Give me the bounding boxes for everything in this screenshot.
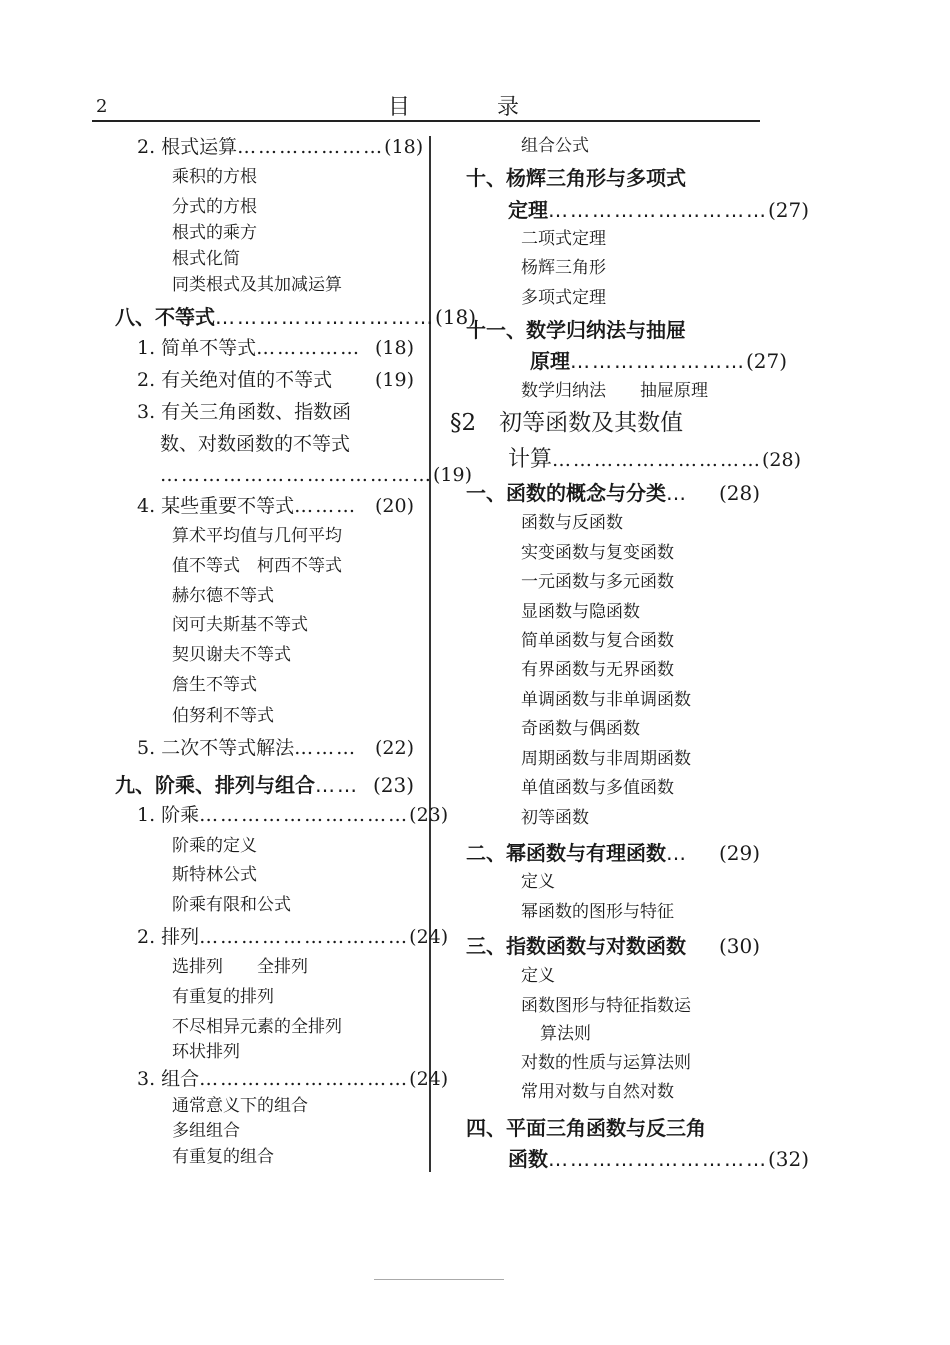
toc-entry-text: 不尽相异元素的全排列: [172, 1017, 342, 1037]
toc-entry-page: (24): [409, 926, 449, 948]
toc-entry-text: 伯努利不等式: [172, 706, 274, 726]
toc-subtopic: [521, 1084, 674, 1101]
toc-subtopic: [172, 959, 308, 976]
toc-subtopic: [521, 968, 555, 985]
toc-entry-leader: …………………………: [199, 804, 410, 826]
toc-entry-text: 单调函数与非单调函数: [521, 690, 691, 710]
toc-subtopic: [172, 558, 342, 575]
toc-entry-text: 2. 有关绝对值的不等式: [137, 369, 333, 391]
header-rule: [92, 120, 760, 122]
toc-entry-page: (20): [374, 495, 414, 517]
toc-entry-text: 根式化简: [172, 249, 240, 269]
toc-entry-leader: ………: [294, 495, 358, 517]
toc-entry-text: 分式的方根: [172, 197, 257, 217]
toc-subtopic: [172, 1123, 240, 1140]
toc-entry-text: 环状排列: [172, 1042, 240, 1062]
toc-entry-page: (18): [384, 136, 424, 158]
toc-entry-text: 杨辉三角形: [521, 258, 606, 278]
toc-entry-text: 计算: [508, 447, 553, 472]
toc-subtopic: [172, 1044, 240, 1061]
toc-entry-text: 多项式定理: [521, 288, 606, 308]
toc-entry-text: 算术平均值与几何平均: [172, 526, 342, 546]
toc-entry-text: 值不等式 柯西不等式: [172, 556, 342, 576]
toc-entry-text: 斯特林公式: [172, 865, 257, 885]
toc-subtopic: [172, 1149, 274, 1166]
scan-mark: [374, 1279, 504, 1280]
toc-entry-page: (19): [433, 464, 473, 486]
toc-entry-text: 乘积的方根: [172, 167, 257, 187]
toc-entry-text: 实变函数与复变函数: [521, 543, 674, 563]
toc-entry-text: 组合公式: [521, 136, 589, 156]
toc-subtopic: [521, 662, 674, 679]
toc-entry-leader: …: [666, 841, 688, 865]
toc-entry-text: 单值函数与多值函数: [521, 778, 674, 798]
toc-subtopic: [172, 897, 291, 914]
toc-entry: [137, 1068, 449, 1090]
toc-entry-leader: ……: [315, 773, 359, 797]
toc-entry: [137, 497, 414, 516]
toc-entry-text: 1. 阶乘: [137, 804, 200, 826]
toc-subtopic: [521, 383, 708, 400]
toc-subtopic: [521, 545, 674, 562]
toc-entry-text: 函数与反函数: [521, 513, 623, 533]
toc-subtopic: [521, 692, 691, 709]
toc-entry-text: 契贝谢夫不等式: [172, 645, 291, 665]
toc-entry-text: 有重复的组合: [172, 1147, 274, 1167]
toc-subtopic: [521, 721, 640, 738]
toc-entry-text: 初等函数: [521, 808, 589, 828]
toc-entry-text: 函数: [508, 1147, 548, 1171]
toc-subtopic: [521, 904, 674, 921]
toc-entry-text: 定义: [521, 872, 555, 892]
toc-entry: [160, 435, 350, 454]
toc-entry-leader: ……………………: [570, 349, 746, 373]
toc-entry: [137, 804, 449, 826]
toc-subtopic: [172, 277, 342, 294]
toc-entry-text: 幂函数的图形与特征: [521, 902, 674, 922]
toc-subtopic: [172, 199, 257, 216]
column-divider: [429, 136, 431, 1172]
toc-entry-page: (22): [374, 737, 414, 759]
toc-entry-page: (27): [768, 198, 810, 222]
toc-subtopic: [540, 1026, 591, 1043]
toc-entry-text: 定理: [508, 198, 548, 222]
toc-entry-leader: ………: [294, 737, 358, 759]
toc-subtopic: [521, 751, 691, 768]
toc-entry-page: (19): [374, 369, 414, 391]
toc-entry-leader: …………………: [237, 136, 385, 158]
toc-section: [115, 305, 477, 329]
toc-section: [466, 1118, 706, 1138]
toc-entry: [137, 339, 414, 358]
toc-entry-page: (32): [768, 1147, 810, 1171]
toc-entry-text: 2. 排列: [137, 926, 200, 948]
toc-entry-text: 一、函数的概念与分类: [466, 481, 666, 505]
toc-entry-text: 对数的性质与运算法则: [521, 1053, 691, 1073]
toc-entry-text: 赫尔德不等式: [172, 586, 274, 606]
toc-entry-text: 数、对数函数的不等式: [160, 433, 351, 455]
toc-entry: [137, 371, 414, 390]
toc-subtopic: [172, 647, 291, 664]
toc-subtopic: [172, 838, 257, 855]
toc-entry-text: 函数图形与特征指数运: [521, 996, 691, 1016]
toc-entry-text: 显函数与隐函数: [521, 602, 640, 622]
toc-entry-text: 5. 二次不等式解法: [137, 737, 295, 759]
toc-chapter: [508, 447, 802, 472]
toc-subtopic: [521, 515, 623, 532]
toc-entry-text: 通常意义下的组合: [172, 1096, 308, 1116]
toc-entry-text: 阶乘的定义: [172, 836, 257, 856]
toc-entry-text: 3. 组合: [137, 1068, 200, 1090]
page-number: 2: [96, 96, 108, 117]
toc-entry-text: 二项式定理: [521, 229, 606, 249]
toc-entry-text: 四、平面三角函数与反三角: [466, 1116, 706, 1140]
toc-section: [466, 320, 686, 340]
toc-entry: [160, 464, 473, 486]
toc-subtopic: [521, 260, 606, 277]
toc-subtopic: [172, 677, 257, 694]
toc-entry-text: 十、杨辉三角形与多项式: [466, 166, 686, 190]
toc-entry-text: 算法则: [540, 1024, 591, 1044]
toc-subtopic: [521, 874, 555, 891]
toc-entry-text: 十一、数学归纳法与抽屉: [466, 318, 686, 342]
toc-section: [466, 843, 760, 863]
toc-entry-text: 有界函数与无界函数: [521, 660, 674, 680]
toc-entry-page: (30): [718, 934, 760, 958]
toc-entry-text: 一元函数与多元函数: [521, 572, 674, 592]
toc-entry-page: (28): [762, 449, 802, 471]
toc-entry-page: (24): [409, 1068, 449, 1090]
toc-entry-page: (28): [718, 481, 760, 505]
toc-chapter: [450, 412, 683, 435]
toc-entry: [137, 739, 414, 758]
toc-entry-text: 1. 简单不等式: [137, 337, 257, 359]
toc-subtopic: [172, 617, 308, 634]
toc-entry-text: 2. 根式运算: [137, 136, 238, 158]
toc-entry-leader: ……………: [256, 337, 362, 359]
toc-subtopic: [172, 225, 257, 242]
toc-section: [530, 349, 788, 373]
toc-subtopic: [521, 138, 589, 155]
toc-entry-page: (27): [746, 349, 788, 373]
toc-entry-text: 4. 某些重要不等式: [137, 495, 295, 517]
toc-entry-text: 阶乘有限和公式: [172, 895, 291, 915]
toc-entry: [137, 926, 449, 948]
toc-entry-leader: …: [666, 481, 688, 505]
toc-section: [466, 936, 760, 956]
toc-entry-text: 周期函数与非周期函数: [521, 749, 691, 769]
toc-subtopic: [521, 1055, 691, 1072]
toc-entry-text: 二、幂函数与有理函数: [466, 841, 666, 865]
toc-entry-text: 多组组合: [172, 1121, 240, 1141]
toc-section: [466, 483, 760, 503]
toc-entry-text: §2 初等函数及其数值: [450, 410, 684, 436]
toc-subtopic: [172, 251, 240, 268]
toc-entry-text: 简单函数与复合函数: [521, 631, 674, 651]
toc-entry-text: 同类根式及其加减运算: [172, 275, 342, 295]
toc-entry-leader: …………………………: [199, 926, 410, 948]
toc-subtopic: [172, 867, 257, 884]
toc-subtopic: [172, 1019, 342, 1036]
toc-entry-text: 奇函数与偶函数: [521, 719, 640, 739]
toc-subtopic: [172, 528, 342, 545]
toc-entry-text: 常用对数与自然对数: [521, 1082, 674, 1102]
toc-entry-leader: …………………………………: [160, 464, 433, 486]
toc-entry-text: 詹生不等式: [172, 675, 257, 695]
toc-entry-page: (23): [372, 773, 414, 797]
toc-entry: [137, 403, 351, 422]
toc-entry-leader: …………………………: [548, 1147, 768, 1171]
toc-subtopic: [521, 780, 674, 797]
toc-subtopic: [521, 231, 606, 248]
toc-subtopic: [521, 290, 606, 307]
toc-section: [115, 775, 414, 795]
toc-entry-text: 根式的乘方: [172, 223, 257, 243]
toc-subtopic: [521, 810, 589, 827]
toc-entry-text: 数学归纳法 抽屉原理: [521, 381, 708, 401]
toc-entry-page: (18): [374, 337, 414, 359]
toc-subtopic: [172, 1098, 308, 1115]
toc-subtopic: [172, 989, 274, 1006]
toc-entry: [137, 136, 424, 158]
toc-entry-text: 九、阶乘、排列与组合: [115, 773, 315, 797]
toc-section: [508, 1147, 810, 1171]
toc-entry-text: 三、指数函数与对数函数: [466, 934, 686, 958]
toc-subtopic: [521, 574, 674, 591]
toc-entry-leader: …………………………: [552, 449, 763, 471]
toc-entry-text: 闵可夫斯基不等式: [172, 615, 308, 635]
toc-entry-page: (18): [435, 305, 477, 329]
toc-entry-leader: …………………………: [548, 198, 768, 222]
toc-section: [508, 198, 810, 222]
toc-entry-text: 八、不等式: [115, 305, 215, 329]
toc-subtopic: [172, 588, 274, 605]
toc-subtopic: [172, 169, 257, 186]
page-title: 目 录: [388, 95, 559, 120]
toc-entry-leader: …………………………: [215, 305, 435, 329]
toc-subtopic: [521, 998, 691, 1015]
toc-entry-text: 3. 有关三角函数、指数函: [137, 401, 352, 423]
toc-entry-text: 有重复的排列: [172, 987, 274, 1007]
toc-subtopic: [521, 604, 640, 621]
toc-entry-page: (23): [409, 804, 449, 826]
toc-subtopic: [521, 633, 674, 650]
toc-entry-text: 定义: [521, 966, 555, 986]
toc-entry-leader: …………………………: [199, 1068, 410, 1090]
toc-entry-text: 原理: [530, 349, 570, 373]
toc-entry-page: (29): [718, 841, 760, 865]
toc-section: [466, 168, 686, 188]
toc-entry-text: 选排列 全排列: [172, 957, 308, 977]
toc-subtopic: [172, 708, 274, 725]
